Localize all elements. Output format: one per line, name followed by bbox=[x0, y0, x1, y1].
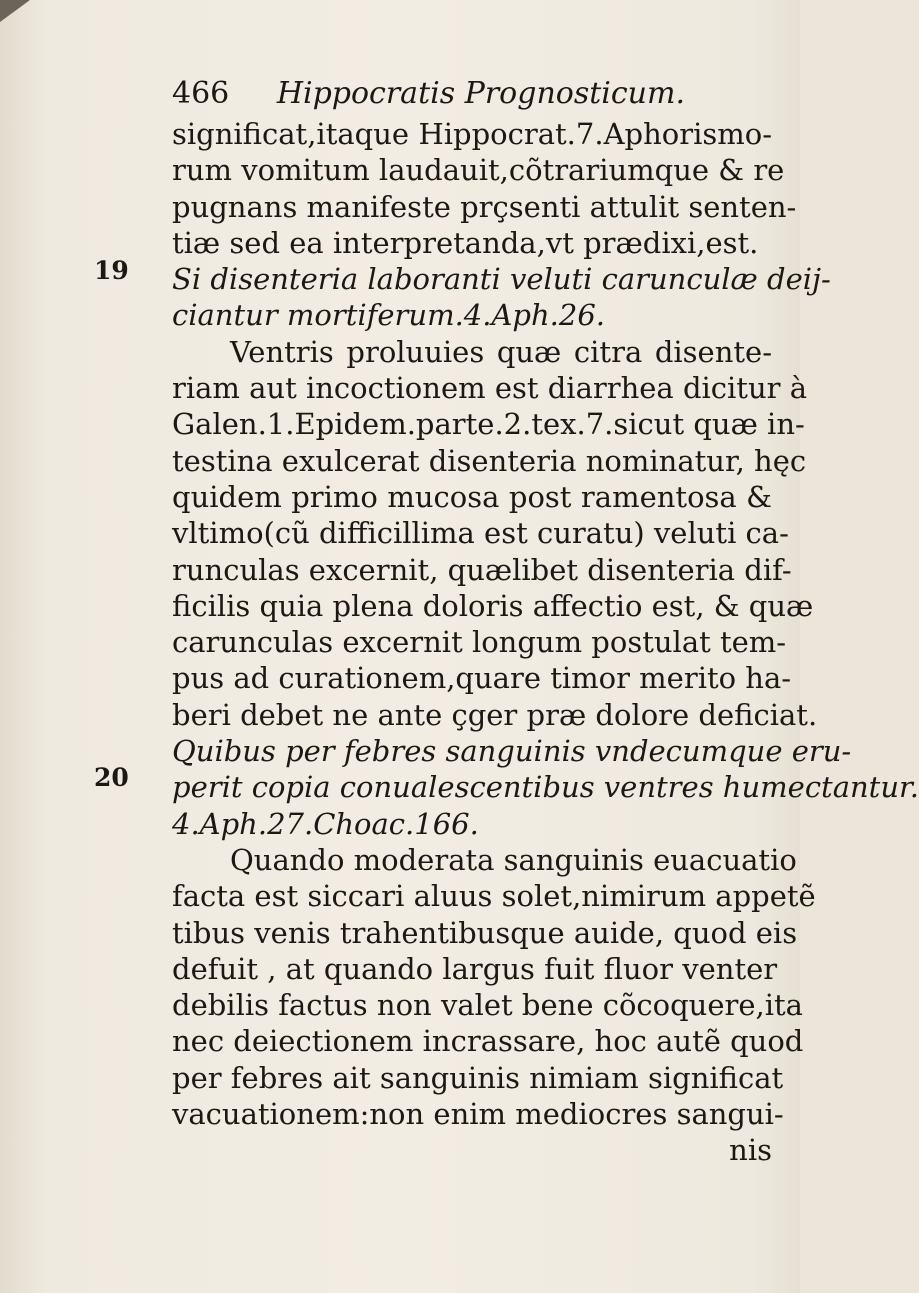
text-line: significat,itaque Hippocrat.7.Aphorismo- bbox=[172, 117, 772, 151]
body-text bbox=[172, 116, 919, 1169]
running-title: Hippocratis Prognosticum. bbox=[276, 76, 685, 111]
aphorism-heading-line: Quibus per febres sanguinis vndecumque eru- bbox=[172, 734, 852, 769]
text-line: debilis factus non valet bene cõcoquere,ita bbox=[172, 988, 803, 1023]
aphorism-number: 19 bbox=[94, 256, 129, 285]
text-line: Galen.1.Epidem.parte.2.tex.7.sicut quæ in- bbox=[172, 407, 805, 442]
text-line: facta est siccari aluus solet,nimirum appetẽ bbox=[172, 879, 816, 914]
text-line: rum vomitum laudauit,cõtrariumque & re bbox=[172, 153, 785, 188]
text-line: tiæ sed ea interpretanda,vt prædixi,est. bbox=[172, 225, 759, 260]
aphorism-heading-line: 4.Aph.27.Choac.166. bbox=[172, 806, 479, 841]
page-number: 466 bbox=[172, 76, 230, 111]
text-line: tibus venis trahentibusque auide, quod eis bbox=[172, 915, 798, 950]
page-header bbox=[172, 72, 772, 116]
catchword: nis bbox=[729, 1133, 772, 1168]
text-line: testina exulcerat disenteria nominatur, hęc bbox=[172, 443, 807, 478]
text-line: per febres ait sanguinis nimiam significat bbox=[172, 1060, 784, 1095]
aphorism-heading-line: Si disenteria laboranti veluti carunculæ deij- bbox=[172, 262, 831, 297]
aphorism-heading-line: perit copia conualescentibus ventres humectantur. bbox=[172, 770, 919, 805]
text-line: ficilis quia plena doloris affectio est, & quæ bbox=[172, 588, 814, 623]
text-line: runculas excernit, quælibet disenteria dif- bbox=[172, 552, 792, 587]
text-line: defuit , at quando largus fuit fluor venter bbox=[172, 951, 778, 986]
text-line: riam aut incoctionem est diarrhea dicitur à bbox=[172, 371, 807, 406]
text-line: beri debet ne ante çger præ dolore deficiat. bbox=[172, 697, 818, 732]
aphorism-number: 20 bbox=[94, 763, 129, 792]
text-line: nec deiectionem incrassare, hoc autẽ quod bbox=[172, 1024, 804, 1059]
text-line: pus ad curationem,quare timor merito ha- bbox=[172, 661, 792, 696]
text-line: Ventris proluuies quæ citra disente- bbox=[230, 334, 772, 369]
text-line: vltimo(cũ difficillima est curatu) veluti ca- bbox=[172, 516, 789, 551]
text-line: quidem primo mucosa post ramentosa & bbox=[172, 479, 772, 514]
text-line: pugnans manifeste prçsenti attulit senten- bbox=[172, 189, 797, 224]
page-corner-shadow bbox=[0, 0, 30, 22]
text-line: Quando moderata sanguinis euacuatio bbox=[230, 842, 797, 877]
text-line: vacuationem:non enim mediocres sangui- bbox=[172, 1097, 784, 1132]
text-line: carunculas excernit longum postulat tem- bbox=[172, 625, 787, 660]
aphorism-heading-line: ciantur mortiferum.4.Aph.26. bbox=[172, 298, 605, 333]
